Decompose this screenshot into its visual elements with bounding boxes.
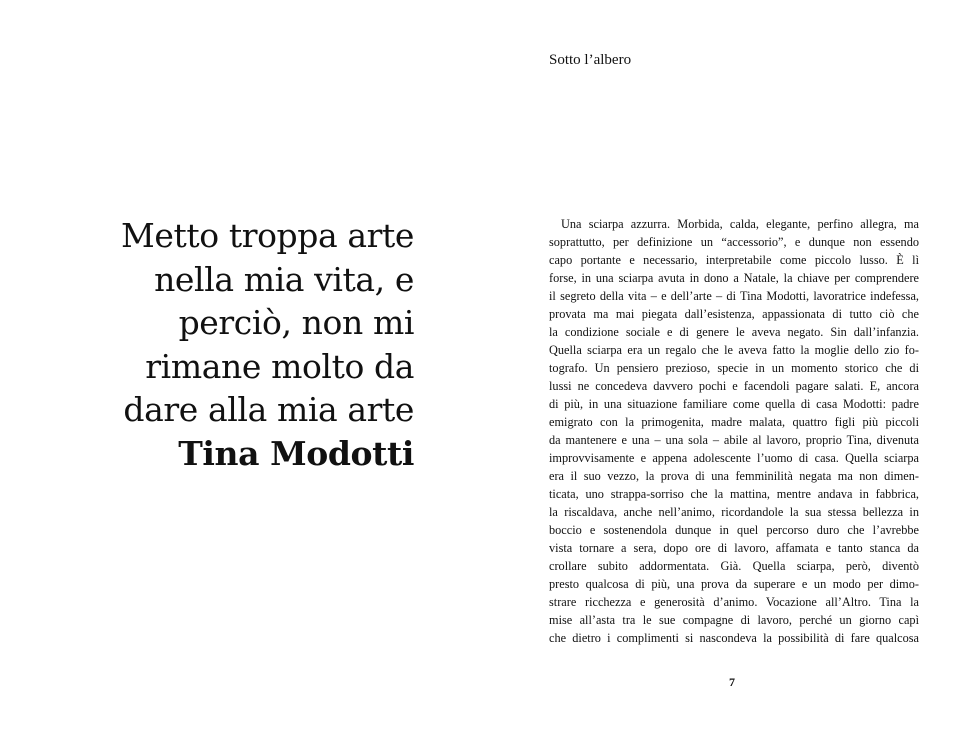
text-line: Quella sciarpa era un regalo che le aveva fatto la moglie dello zio fo-: [549, 343, 919, 357]
text-line: presto qualcosa di più, una prova da superare e un modo per dimo-: [549, 577, 919, 591]
text-line: provata ma mai piegata dall’esistenza, appassionata di tutto ciò che: [549, 307, 919, 321]
text-line: lussi ne concedeva davvero pochi e facendoli pagare salati. E, ancora: [549, 379, 919, 393]
text-line: soprattutto, per definizione un “accessorio”, e dunque non essendo: [549, 235, 919, 249]
text-line: Una sciarpa azzurra. Morbida, calda, elegante, perfino allegra, ma: [561, 217, 919, 231]
text-line: capo portante e necessario, interpretabile come piccolo lusso. È lì: [549, 253, 919, 267]
text-line: che dietro i complimenti si nascondeva la possibilità di fare qualcosa: [549, 631, 919, 645]
text-line: la riscaldava, anche nell’animo, ricordandole la sua stessa bellezza in: [549, 505, 919, 519]
text-line: emigrato con la primogenita, madre malata, quattro figli più piccoli: [549, 415, 919, 429]
text-line: improvvisamente e appena adolescente l’uomo di casa. Quella sciarpa: [549, 451, 919, 465]
quote-author: Tina Modotti: [178, 433, 414, 473]
left-page: [0, 0, 482, 744]
quote-line: perciò, non mi: [178, 303, 414, 342]
text-line: tografo. Un pensiero prezioso, specie in un momento storico che di: [549, 361, 919, 375]
text-line: ticata, uno strappa-sorriso che la mattina, mentre andava in fabbrica,: [549, 487, 919, 501]
quote-line: Metto troppa arte: [121, 216, 414, 255]
quote-line: dare alla mia arte: [123, 390, 414, 429]
text-line: crollare subito addormentata. Già. Quella sciarpa, però, diventò: [549, 559, 919, 573]
text-line: vista tornare a sera, dopo ore di lavoro, affamata e tanto stanca da: [549, 541, 919, 555]
text-line: di più, in una situazione familiare come quella di casa Modotti: padre: [549, 397, 919, 411]
text-line: era il suo vezzo, la prova di una femminilità negata ma non dimen-: [549, 469, 919, 483]
body-text: [549, 215, 919, 647]
epigraph-quote: [14, 214, 414, 475]
text-line: boccio e sostenendola dunque in quel percorso duro che l’avrebbe: [549, 523, 919, 537]
right-page: [482, 0, 965, 744]
text-line: la condizione sociale e di genere le aveva negato. Sin dall’infanzia.: [549, 325, 919, 339]
running-head: Sotto l’albero: [549, 52, 632, 68]
quote-line: rimane molto da: [145, 346, 414, 386]
text-line: forse, in una sciarpa avuta in dono a Natale, la chiave per comprendere: [549, 271, 919, 285]
text-line: strare ricchezza e generosità d’animo. Vocazione all’Altro. Tina la: [549, 595, 919, 609]
page-number: 7: [729, 675, 735, 689]
quote-line: nella mia vita, e: [154, 259, 414, 299]
text-line: mise all’asta tra le sue compagne di lavoro, perché un giorno capì: [549, 613, 919, 627]
text-line: il segreto della vita – e dell’arte – di Tina Modotti, lavoratrice indefessa,: [549, 289, 919, 303]
text-line: da mantenere e una – una sola – abile al lavoro, proprio Tina, divenuta: [549, 433, 919, 447]
